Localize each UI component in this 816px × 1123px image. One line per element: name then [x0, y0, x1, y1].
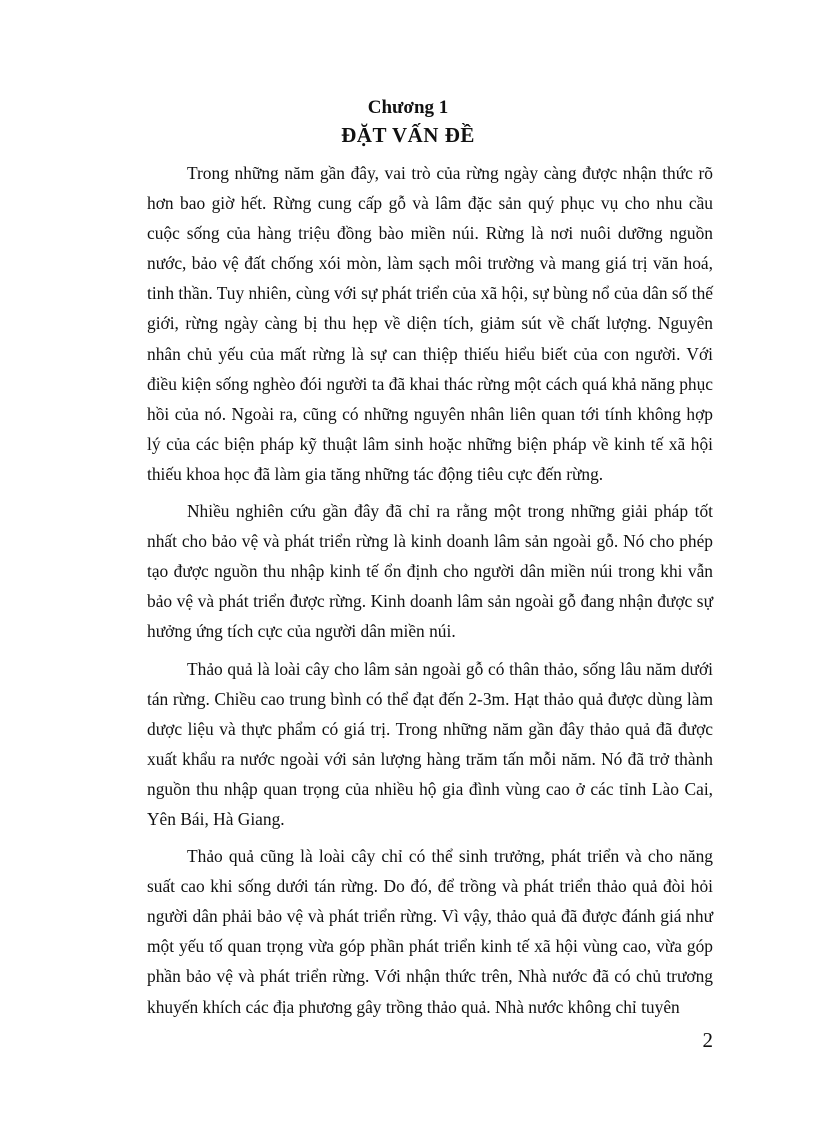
paragraph: Trong những năm gần đây, vai trò của rừng ngày càng được nhận thức rõ hơn bao giờ hết. Rừng cung cấp gỗ và lâm đặc sản quý phục vụ cho nhu cầu cuộc sống của hàng triệu đồng bào miền núi. Rừng là nơi nuôi dưỡng nguồn nước, bảo vệ đất chống xói mòn, làm sạch môi trường và mang giá trị văn hoá, tinh thần. Tuy nhiên, cùng với sự phát triển của xã hội, sự bùng nổ của dân số thế giới, rừng ngày càng bị thu hẹp về diện tích, giảm sút về chất lượng. Nguyên nhân chủ yếu của mất rừng là sự can thiệp thiếu hiểu biết của con người. Với điều kiện sống nghèo đói người ta đã khai thác rừng một cách quá khả năng phục hồi của nó. Ngoài ra, cũng có những nguyên nhân liên quan tới tính không hợp lý của các biện pháp kỹ thuật lâm sinh hoặc những biện pháp về kinh tế xã hội thiếu khoa học đã làm gia tăng những tác động tiêu cực đến rừng.	[147, 163, 713, 484]
body-text	[147, 158, 713, 1029]
paragraph: Nhiều nghiên cứu gần đây đã chỉ ra rằng một trong những giải pháp tốt nhất cho bảo vệ và phát triển rừng là kinh doanh lâm sản ngoài gỗ. Nó cho phép tạo được nguồn thu nhập kinh tế ổn định cho người dân miền núi trong khi vẫn bảo vệ và phát triển được rừng. Kinh doanh lâm sản ngoài gỗ đang nhận được sự hưởng ứng tích cực của người dân miền núi.	[147, 501, 713, 642]
paragraph: Thảo quả là loài cây cho lâm sản ngoài gỗ có thân thảo, sống lâu năm dưới tán rừng. Chiều cao trung bình có thể đạt đến 2-3m. Hạt thảo quả được dùng làm dược liệu và thực phẩm có giá trị. Trong những năm gần đây thảo quả đã được xuất khẩu ra nước ngoài với sản lượng hàng trăm tấn mỗi năm. Nó đã trở thành nguồn thu nhập quan trọng của nhiều hộ gia đình vùng cao ở các tỉnh Lào Cai, Yên Bái, Hà Giang.	[147, 658, 713, 829]
paragraph: Thảo quả cũng là loài cây chỉ có thể sinh trưởng, phát triển và cho năng suất cao khi sống dưới tán rừng. Do đó, để trồng và phát triển thảo quả đòi hỏi người dân phải bảo vệ và phát triển rừng. Vì vậy, thảo quả đã được đánh giá như một yếu tố quan trọng vừa góp phần phát triển kinh tế xã hội vùng cao, vừa góp phần bảo vệ và phát triển rừng. Với nhận thức trên, Nhà nước đã có chủ trương khuyến khích các địa phương gây trồng thảo quả. Nhà nước không chỉ tuyên	[147, 846, 713, 1017]
chapter-title: ĐẶT VẤN ĐỀ	[341, 123, 475, 147]
page-number: 2	[702, 1028, 713, 1052]
chapter-label: Chương 1	[367, 97, 449, 118]
